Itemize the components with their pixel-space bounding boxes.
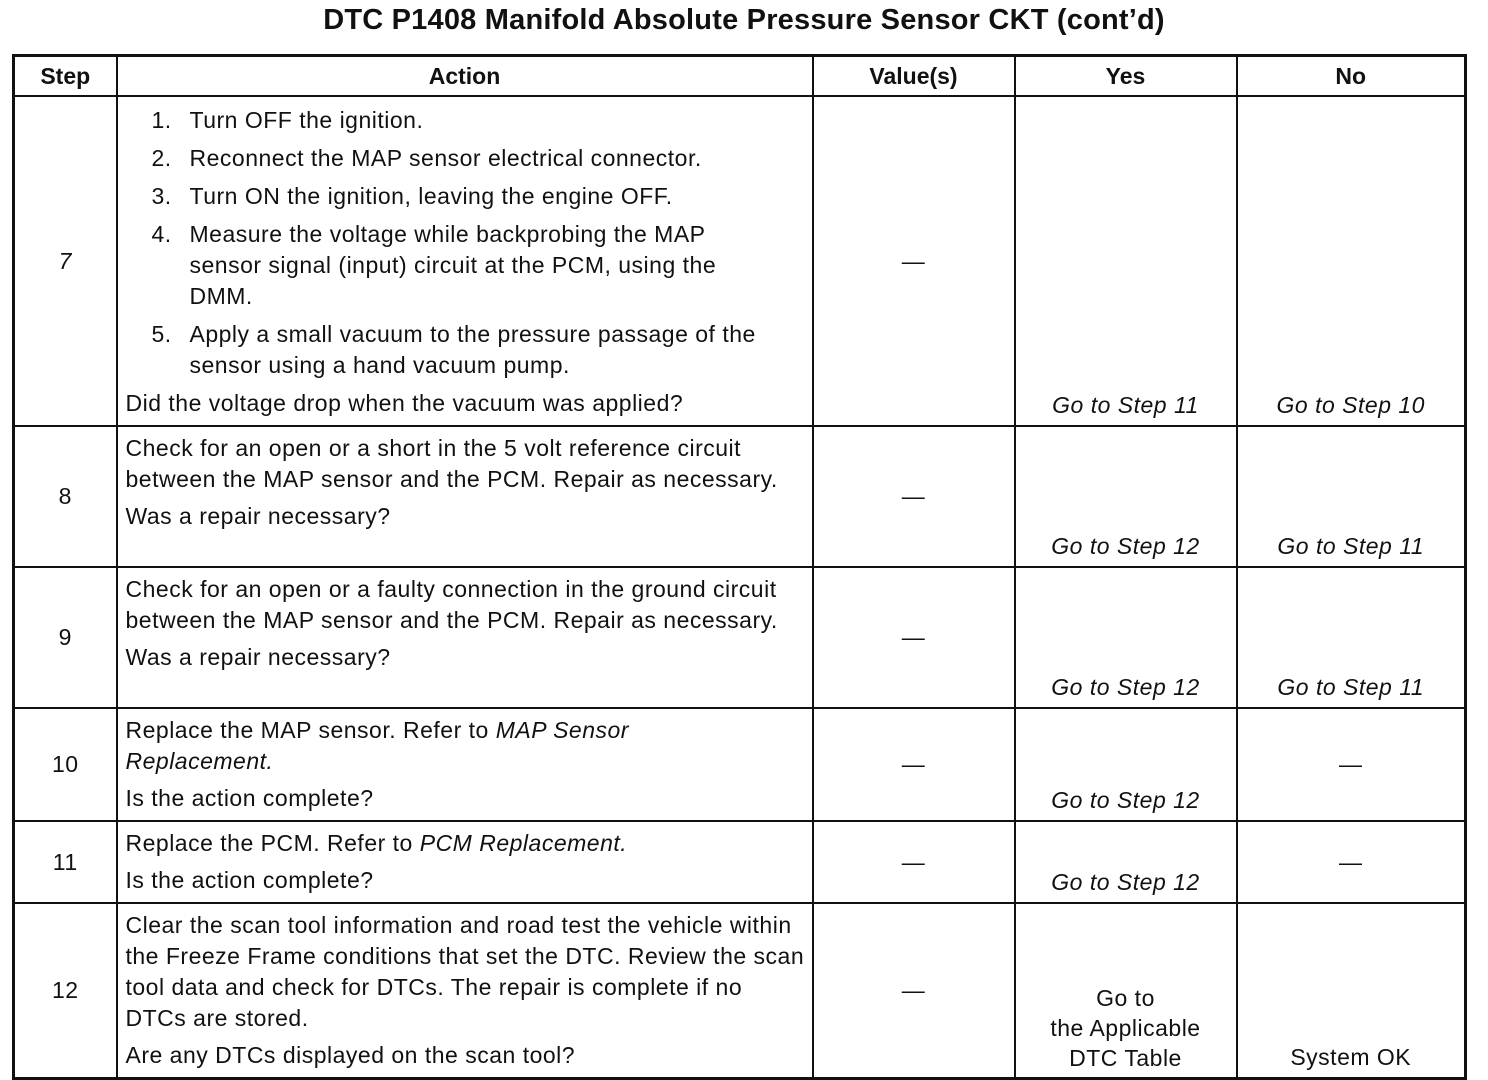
yes-link: Go to Step 12 bbox=[1051, 533, 1200, 559]
step-number: 8 bbox=[14, 426, 117, 567]
list-number: 4. bbox=[151, 221, 172, 247]
action-question: Is the action complete? bbox=[125, 785, 374, 811]
yes-cell bbox=[1015, 567, 1237, 708]
step-number: 9 bbox=[14, 567, 117, 708]
step-number: 10 bbox=[14, 708, 117, 821]
list-number: 3. bbox=[151, 183, 172, 209]
step-number: 12 bbox=[14, 903, 117, 1079]
list-text: Apply a small vacuum to the pressure passage of the sensor using a hand vacuum pump. bbox=[189, 321, 756, 378]
diagnostic-table bbox=[12, 54, 1467, 1080]
table-row-step-12 bbox=[14, 903, 1466, 1079]
step-number: 11 bbox=[14, 821, 117, 903]
yes-cell bbox=[1015, 426, 1237, 567]
no-cell bbox=[1237, 426, 1466, 567]
action-cell bbox=[117, 708, 813, 821]
action-cell bbox=[117, 426, 813, 567]
header-step: Step bbox=[14, 56, 117, 97]
header-values: Value(s) bbox=[813, 56, 1015, 97]
yes-cell bbox=[1015, 96, 1237, 426]
no-cell: — bbox=[1237, 708, 1466, 821]
action-question: Did the voltage drop when the vacuum was applied? bbox=[125, 390, 684, 416]
list-item bbox=[126, 219, 806, 312]
action-question: Are any DTCs displayed on the scan tool? bbox=[125, 1042, 576, 1068]
table-row-step-8 bbox=[14, 426, 1466, 567]
list-number: 5. bbox=[151, 321, 172, 347]
no-cell bbox=[1237, 96, 1466, 426]
reference-link[interactable]: MAP Sensor Replacement. bbox=[125, 717, 629, 774]
action-cell bbox=[117, 96, 813, 426]
list-number: 2. bbox=[151, 145, 172, 171]
action-question: Is the action complete? bbox=[125, 867, 374, 893]
yes-link: Go to Step 12 bbox=[1051, 787, 1200, 813]
table-row-step-10 bbox=[14, 708, 1466, 821]
action-list bbox=[126, 105, 806, 381]
table-row-step-7 bbox=[14, 96, 1466, 426]
header-yes: Yes bbox=[1015, 56, 1237, 97]
no-cell: — bbox=[1237, 821, 1466, 903]
value-cell: — bbox=[813, 903, 1015, 1079]
list-item bbox=[126, 143, 806, 174]
list-text: Measure the voltage while backprobing the MAP sensor signal (input) circuit at the PCM, using the DMM. bbox=[189, 221, 717, 309]
yes-cell bbox=[1015, 821, 1237, 903]
yes-cell bbox=[1015, 708, 1237, 821]
yes-line: the Applicable bbox=[1050, 1015, 1201, 1041]
page-title: DTC P1408 Manifold Absolute Pressure Sensor CKT (cont’d) bbox=[323, 4, 1165, 36]
yes-link: Go to Step 11 bbox=[1052, 392, 1199, 418]
list-item bbox=[126, 319, 806, 381]
action-text-prefix: Replace the MAP sensor. Refer to bbox=[125, 717, 496, 743]
no-link: Go to Step 11 bbox=[1277, 674, 1425, 700]
header-no: No bbox=[1237, 56, 1466, 97]
value-cell: — bbox=[813, 567, 1015, 708]
action-text: Clear the scan tool information and road test the vehicle within the Freeze Frame conditions that set the DTC. Review the scan tool data and check for DTCs. The repair is complete if no DTCs are stored. bbox=[125, 912, 805, 1031]
no-cell: System OK bbox=[1237, 903, 1466, 1079]
no-cell bbox=[1237, 567, 1466, 708]
action-cell bbox=[117, 903, 813, 1079]
list-text: Reconnect the MAP sensor electrical connector. bbox=[189, 145, 702, 171]
reference-link[interactable]: PCM Replacement. bbox=[419, 830, 628, 856]
yes-link: Go to Step 12 bbox=[1051, 674, 1200, 700]
table-row-step-11 bbox=[14, 821, 1466, 903]
yes-link: Go to Step 12 bbox=[1051, 869, 1200, 895]
value-cell: — bbox=[813, 708, 1015, 821]
value-cell: — bbox=[813, 96, 1015, 426]
action-question: Was a repair necessary? bbox=[125, 503, 391, 529]
action-text-prefix: Replace the PCM. Refer to bbox=[125, 830, 420, 856]
list-text: Turn OFF the ignition. bbox=[189, 107, 424, 133]
action-text: Check for an open or a faulty connection in the ground circuit between the MAP sensor and the PCM. Repair as necessary. bbox=[125, 576, 778, 633]
step-number: 7 bbox=[14, 96, 117, 426]
header-action: Action bbox=[117, 56, 813, 97]
action-cell bbox=[117, 567, 813, 708]
action-cell bbox=[117, 821, 813, 903]
yes-line: DTC Table bbox=[1069, 1045, 1182, 1071]
list-text: Turn ON the ignition, leaving the engine OFF. bbox=[189, 183, 673, 209]
yes-cell bbox=[1015, 903, 1237, 1079]
no-link: Go to Step 11 bbox=[1277, 533, 1425, 559]
header-row bbox=[14, 56, 1466, 97]
action-text bbox=[126, 715, 806, 777]
action-question: Was a repair necessary? bbox=[125, 644, 391, 670]
action-text: Check for an open or a short in the 5 volt reference circuit between the MAP sensor and the PCM. Repair as necessary. bbox=[125, 435, 778, 492]
action-text bbox=[126, 828, 806, 859]
list-item bbox=[126, 181, 806, 212]
value-cell: — bbox=[813, 426, 1015, 567]
no-link: Go to Step 10 bbox=[1276, 392, 1425, 418]
list-number: 1. bbox=[151, 107, 172, 133]
list-item bbox=[126, 105, 806, 136]
table-row-step-9 bbox=[14, 567, 1466, 708]
value-cell: — bbox=[813, 821, 1015, 903]
yes-line: Go to bbox=[1096, 985, 1155, 1011]
